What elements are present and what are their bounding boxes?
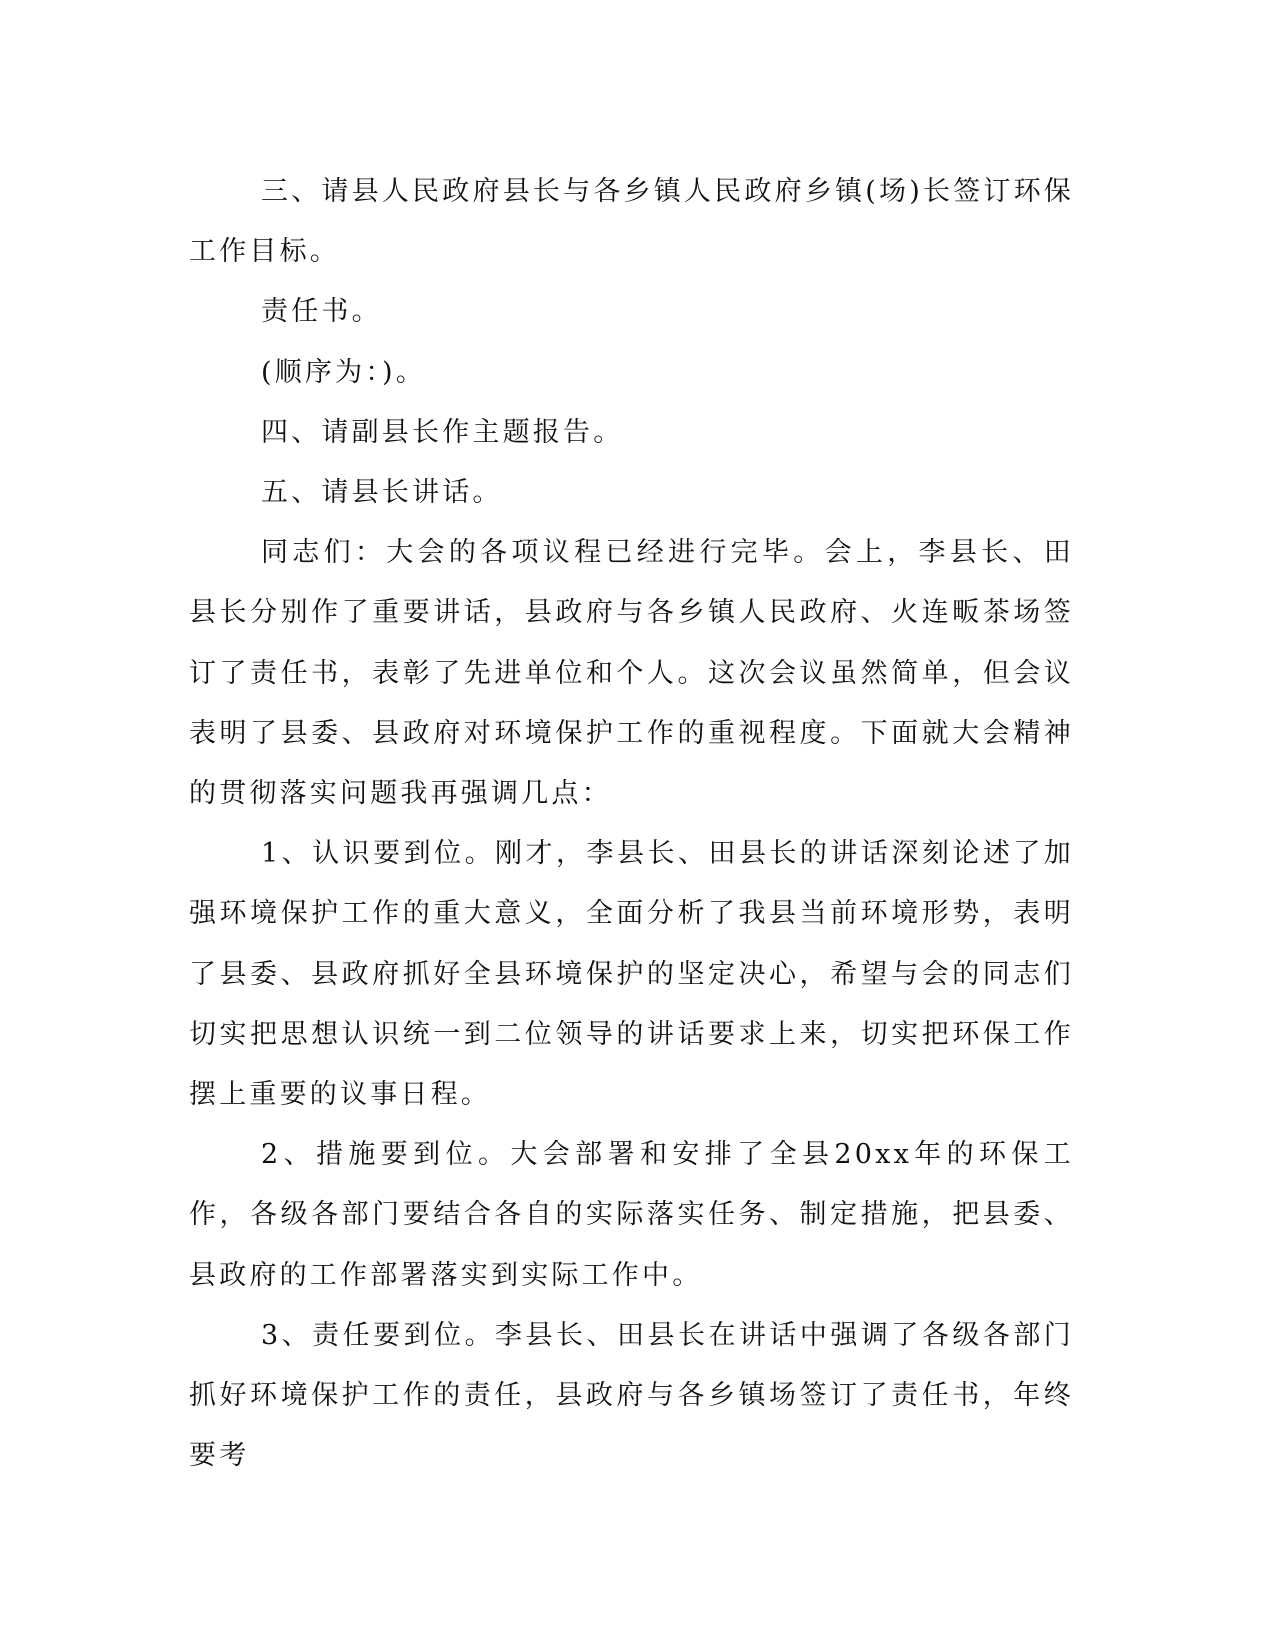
document-body bbox=[189, 162, 1074, 1486]
paragraph-agenda-five: 五、请县长讲话。 bbox=[261, 477, 503, 509]
paragraph-closing-remarks: 同志们：大会的各项议程已经进行完毕。会上，李县长、田县长分别作了重要讲话，县政府与各乡镇人民政府、火连畈茶场签订了责任书，表彰了先进单位和个人。这次会议虽然简单，但会议表明了县委、县政府对环境保护工作的重视程度。下面就大会精神的贯彻落实问题我再强调几点： bbox=[189, 537, 1074, 810]
paragraph-agenda-four: 四、请副县长作主题报告。 bbox=[261, 416, 624, 448]
paragraph-order: (顺序为：)。 bbox=[261, 356, 426, 388]
paragraph-point-two: 2、措施要到位。大会部署和安排了全县20xx年的环保工作，各级各部门要结合各自的实际落实任务、制定措施，把县委、县政府的工作部署落实到实际工作中。 bbox=[189, 1139, 1074, 1291]
paragraph-point-one: 1、认识要到位。刚才，李县长、田县长的讲话深刻论述了加强环境保护工作的重大意义，全面分析了我县当前环境形势，表明了县委、县政府抓好全县环境保护的坚定决心，希望与会的同志们切实把思想认识统一到二位领导的讲话要求上来，切实把环保工作摆上重要的议事日程。 bbox=[189, 838, 1074, 1111]
paragraph-responsibility-letter: 责任书。 bbox=[261, 296, 382, 328]
paragraph-agenda-three: 三、请县人民政府县长与各乡镇人民政府乡镇(场)长签订环保工作目标。 bbox=[189, 176, 1074, 268]
paragraph-point-three: 3、责任要到位。李县长、田县长在讲话中强调了各级各部门抓好环境保护工作的责任，县政府与各乡镇场签订了责任书，年终要考 bbox=[189, 1319, 1074, 1472]
